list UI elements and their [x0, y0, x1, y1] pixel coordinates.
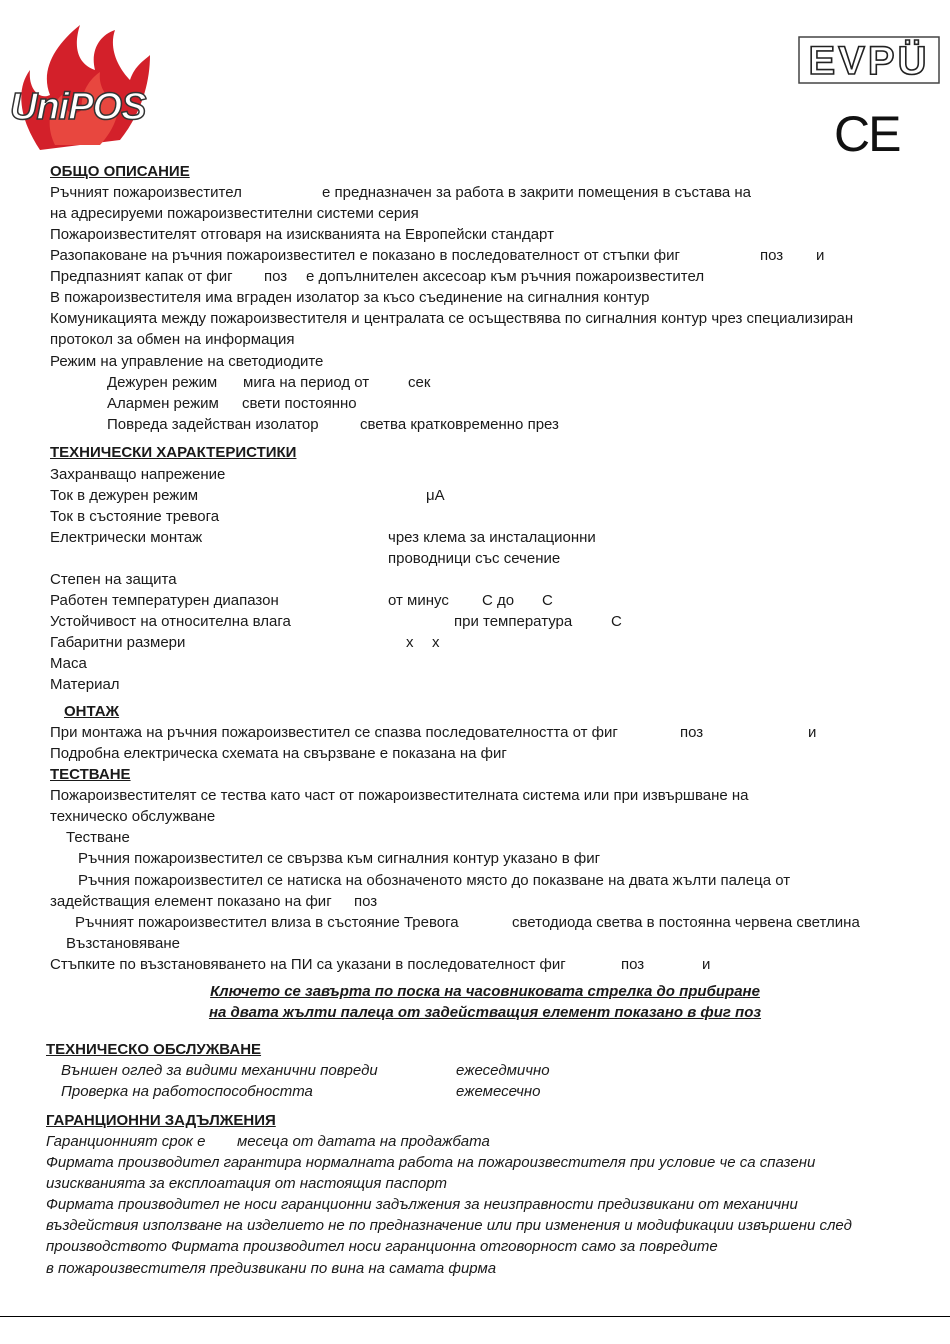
section-heading-general: ОБЩО ОПИСАНИЕ: [50, 163, 190, 180]
text-line: Предпазният капак от фиг: [50, 268, 233, 285]
spec-label: Габаритни размери: [50, 634, 186, 651]
text-line: В пожароизвестителя има вграден изолатор за късо съединение на сигналния контур: [50, 289, 650, 306]
text-line: Фирмата производител не носи гаранционни задължения за неизправности предизвикани от механични: [46, 1196, 798, 1213]
text-line: Режим на управление на светодиодите: [50, 353, 324, 370]
text-line: поз: [354, 893, 378, 910]
text-line: Повреда задействан изолатор: [107, 416, 319, 433]
section-heading-warranty: ГАРАНЦИОННИ ЗАДЪЛЖЕНИЯ: [46, 1112, 276, 1129]
text-line: Гаранционният срок е: [46, 1133, 206, 1150]
text-line: и: [702, 956, 711, 973]
text-line: Ръчния пожароизвестител се свързва към сигналния контур указано в фиг: [78, 850, 601, 867]
spec-label: Маса: [50, 655, 87, 672]
section-heading-testing: ТЕСТВАНЕ: [50, 766, 131, 783]
text-line: Разопаковане на ръчния пожароизвестител е показано в последователност от стъпки фиг: [50, 247, 680, 264]
text-line: При монтажа на ръчния пожароизвестител се спазва последователността от фиг: [50, 724, 618, 741]
unipos-flame-logo: [0, 10, 165, 160]
service-item: Външен оглед за видими механични повреди: [61, 1062, 378, 1079]
testing-note-line-2: на двата жълти палеца от задействащия елемент показано в фиг поз: [208, 1004, 762, 1021]
service-frequency: ежемесечно: [456, 1083, 541, 1100]
text-line: Алармен режим: [107, 395, 219, 412]
text-line: е предназначен за работа в закрити помещения в състава на: [322, 184, 752, 201]
text-line: сек: [408, 374, 431, 391]
spec-value: чрез клема за инсталационни: [388, 529, 596, 546]
text-line: Стъпките по възстановяването на ПИ са указани в последователност фиг: [50, 956, 566, 973]
section-heading-tech: ТЕХНИЧЕСКИ ХАРАКТЕРИСТИКИ: [50, 444, 297, 461]
text-line: Подробна електрическа схемата на свързване е показана на фиг: [50, 745, 507, 762]
spec-value: x: [432, 634, 440, 651]
text-line: техническо обслужване: [50, 808, 216, 825]
text-line: задействащия елемент показано на фиг: [50, 893, 332, 910]
text-line: Ръчният пожароизвестител: [50, 184, 242, 201]
spec-value: при температура: [454, 613, 573, 630]
unipos-logo-text: UniPOS: [10, 86, 146, 128]
evpu-logo: [798, 36, 940, 86]
text-line: Фирмата производител гарантира нормалната работа на пожароизвестителя при условие че са спазени: [46, 1154, 816, 1171]
text-line: на адресируеми пожароизвестителни системи серия: [50, 205, 419, 222]
spec-label: Устойчивост на относителна влага: [50, 613, 291, 630]
section-heading-service: ТЕХНИЧЕСКО ОБСЛУЖВАНЕ: [46, 1041, 262, 1058]
spec-label: Ток в състояние тревога: [50, 508, 220, 525]
text-line: поз: [760, 247, 784, 264]
spec-value: C: [542, 592, 553, 609]
text-line: протокол за обмен на информация: [50, 331, 295, 348]
text-line: изискванията за експлоатация от настоящия паспорт: [46, 1175, 448, 1192]
text-line: поз: [264, 268, 288, 285]
spec-label: Степен на защита: [50, 571, 177, 588]
text-line: и: [816, 247, 825, 264]
text-line: в пожароизвестителя предизвикани по вина на самата фирма: [46, 1260, 497, 1277]
spec-label: Електрически монтаж: [50, 529, 203, 546]
text-line: въздействия използване на изделието не по предназначение или при изменения и модификации извършени след: [46, 1217, 852, 1234]
service-frequency: ежеседмично: [456, 1062, 550, 1079]
spec-value: от минус: [388, 592, 449, 609]
spec-label: Материал: [50, 676, 120, 693]
spec-value: x: [406, 634, 414, 651]
spec-value: C до: [482, 592, 515, 609]
text-line: Пожароизвестителят се тества като част от пожароизвестителната система или при извършване на: [50, 787, 749, 804]
spec-value: C: [611, 613, 622, 630]
service-item: Проверка на работоспособността: [61, 1083, 313, 1100]
spec-value: μA: [426, 487, 445, 504]
text-line: Пожароизвестителят отговаря на изискванията на Европейски стандарт: [50, 226, 554, 243]
text-line: поз: [680, 724, 704, 741]
spec-label: Захранващо напрежение: [50, 466, 226, 483]
section-heading-mount: ОНТАЖ: [64, 703, 120, 720]
spec-value: проводници със сечение: [388, 550, 561, 567]
text-line: производството Фирмата производител носи гаранционна отговорност само за повредите: [46, 1238, 718, 1255]
spec-label: Ток в дежурен режим: [50, 487, 199, 504]
spec-label: Работен температурен диапазон: [50, 592, 279, 609]
text-line: Тестване: [66, 829, 130, 846]
text-line: поз: [621, 956, 645, 973]
text-line: месеца от датата на продажбата: [237, 1133, 490, 1150]
testing-note-line-1: Ключето се завърта по поска на часовниковата стрелка до прибиране: [210, 983, 760, 1000]
text-line: и: [808, 724, 817, 741]
text-line: Ръчният пожароизвестител влиза в състояние Тревога: [75, 914, 459, 931]
text-line: свети постоянно: [242, 395, 357, 412]
bottom-divider: [0, 1316, 950, 1317]
evpu-logo-text: EVPÜ: [808, 39, 930, 83]
text-line: Комуникацията между пожароизвестителя и централата се осъществява по сигналния контур чрез специализиран: [50, 310, 854, 327]
text-line: мига на период от: [243, 374, 370, 391]
ce-mark: CE: [834, 106, 900, 162]
text-line: светва кратковременно през: [360, 416, 559, 433]
text-line: е допълнителен аксесоар към ръчния пожароизвестител: [306, 268, 705, 285]
text-line: Възстановяване: [66, 935, 180, 952]
text-line: светодиода светва в постоянна червена светлина: [512, 914, 860, 931]
text-line: Ръчния пожароизвестител се натиска на обозначеното място до показване на двата жълти палеца от: [78, 872, 791, 889]
text-line: Дежурен режим: [107, 374, 218, 391]
